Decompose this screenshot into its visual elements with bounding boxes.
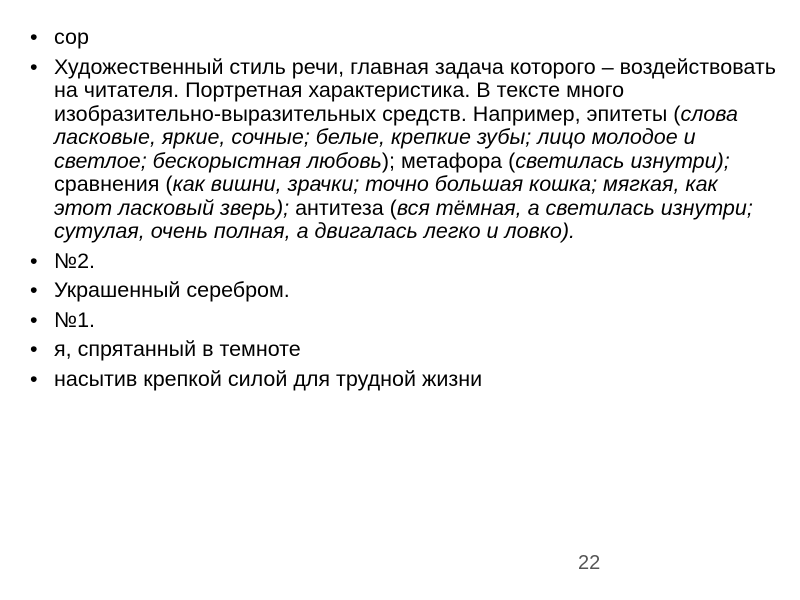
bullet-text: ); метафора ( xyxy=(381,148,516,173)
bullet-marker: • xyxy=(30,366,38,391)
bullet-item-5 xyxy=(30,309,780,333)
bullet-text: сор xyxy=(54,25,89,49)
antithesis-examples: вся тёмная, а светилась изнутри; сутулая, очень полная, а двигалась легко и ловко). xyxy=(54,195,753,243)
bullet-marker: • xyxy=(30,278,38,302)
bullet-marker: • xyxy=(30,25,38,49)
simile-examples: как вишни, зрачки; точно большая кошка; мягкая, как этот ласковый зверь); xyxy=(54,172,718,220)
bullet-item-4 xyxy=(30,279,780,303)
bullet-item-3 xyxy=(30,250,780,274)
bullet-text: Художественный стиль речи, главная задача которого – воздействовать на читателя. Портретная характеристика. В тексте много изобразительно-выразительных средств. Например, эпитеты ( xyxy=(54,54,776,126)
bullet-text: насытив крепкой силой для трудной жизни xyxy=(54,366,483,391)
epithet-examples: слова ласковые, яркие, сочные; белые, крепкие зубы; лицо молодое и светлое; бескорыстная любовь xyxy=(54,101,738,173)
bullet-marker: • xyxy=(30,307,38,332)
bullet-text: сравнения ( xyxy=(54,172,173,196)
bullet-item-7 xyxy=(30,368,780,392)
bullet-text: №1. xyxy=(54,307,95,332)
bullet-text: Украшенный серебром. xyxy=(54,278,290,302)
bullet-item-6 xyxy=(30,338,780,362)
bullet-item-1 xyxy=(30,26,780,50)
page-number: 22 xyxy=(578,552,601,574)
bullet-marker: • xyxy=(30,337,38,361)
bullet-marker: • xyxy=(30,54,38,79)
bullet-item-2 xyxy=(30,56,780,244)
bullet-text: №2. xyxy=(54,248,95,273)
metaphor-example: светилась изнутри); xyxy=(515,148,730,173)
bullet-list xyxy=(30,26,780,397)
bullet-text: я, спрятанный в темноте xyxy=(54,337,301,361)
bullet-marker: • xyxy=(30,248,38,273)
bullet-text: антитеза ( xyxy=(295,195,397,220)
